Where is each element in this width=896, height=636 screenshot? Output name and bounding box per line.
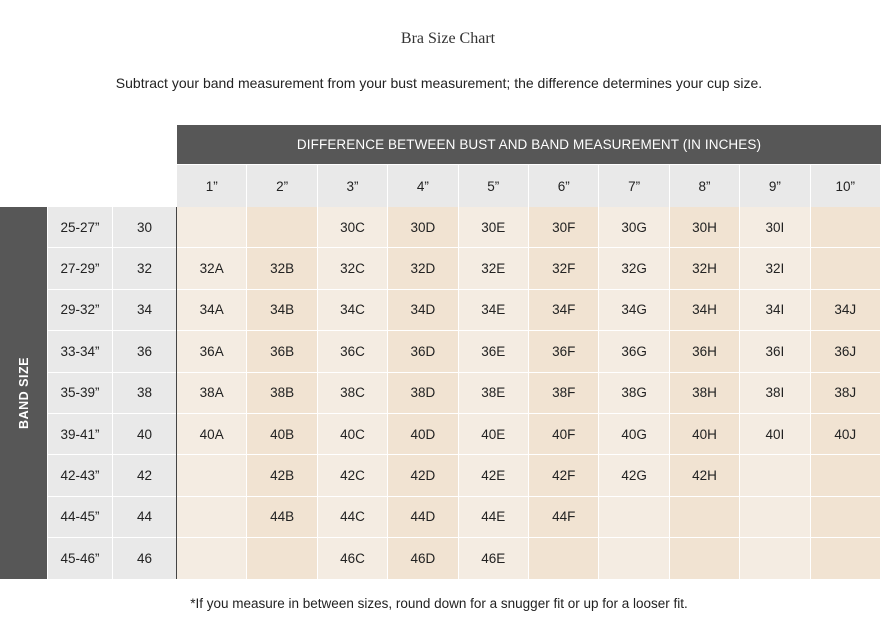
bra-size-cell: 42B [247,455,317,496]
band-number-cell: 36 [113,331,176,372]
band-number-cell: 30 [113,207,176,248]
table-divider [176,207,177,579]
bra-size-cell: 32C [318,248,388,289]
bra-size-cell: 36B [247,331,317,372]
bra-size-cell [599,497,669,538]
bra-size-cell: 46E [459,538,529,579]
bra-size-cell: 34B [247,290,317,331]
difference-column-header: 5” [459,165,529,207]
bra-size-cell: 32B [247,248,317,289]
bra-size-cell: 34H [670,290,740,331]
bra-size-cell: 40A [177,414,247,455]
bra-size-cell: 34J [811,290,881,331]
bra-size-cell [670,497,740,538]
bra-size-cell [740,455,810,496]
bra-size-cell: 32E [459,248,529,289]
difference-column-header: 1” [177,165,247,207]
difference-column-header: 3” [318,165,388,207]
bra-size-cell: 40F [529,414,599,455]
bra-size-cell: 32A [177,248,247,289]
difference-column-header: 2” [247,165,317,207]
bra-size-cell [811,497,881,538]
bra-size-cell [740,497,810,538]
bra-size-cell: 36F [529,331,599,372]
bra-size-cell [740,538,810,579]
bra-size-cell: 40H [670,414,740,455]
bra-size-cell: 34A [177,290,247,331]
bra-size-cell: 34D [388,290,458,331]
chart-subtitle: Subtract your band measurement from your bust measurement; the difference determines your cup size. [115,75,763,91]
bra-size-cell [247,538,317,579]
bra-size-cell: 40G [599,414,669,455]
bra-size-cell [177,207,247,248]
bra-size-cell: 40I [740,414,810,455]
bra-size-cell: 46C [318,538,388,579]
bra-size-cell: 30F [529,207,599,248]
bra-size-cell: 36A [177,331,247,372]
bra-size-cell: 38I [740,373,810,414]
bra-size-cell: 34I [740,290,810,331]
difference-column-header: 6” [529,165,599,207]
band-size-label-panel [0,207,47,579]
bra-size-cell: 44B [247,497,317,538]
bra-size-cell: 38G [599,373,669,414]
bra-size-cell [529,538,599,579]
band-range-cell: 42-43” [48,455,112,496]
bra-size-cell: 36J [811,331,881,372]
bra-size-cell [811,248,881,289]
band-number-cell: 34 [113,290,176,331]
difference-header: DIFFERENCE BETWEEN BUST AND BAND MEASUREMENT (IN INCHES) [177,125,881,164]
bra-size-cell [811,455,881,496]
bra-size-cell: 32F [529,248,599,289]
bra-size-cell: 30I [740,207,810,248]
band-number-cell: 44 [113,497,176,538]
bra-size-cell: 38J [811,373,881,414]
difference-column-header: 4” [388,165,458,207]
bra-size-cell: 40D [388,414,458,455]
bra-size-cell: 38B [247,373,317,414]
bra-size-cell: 44F [529,497,599,538]
bra-size-cell: 34E [459,290,529,331]
bra-size-cell: 44E [459,497,529,538]
bra-size-cell: 44D [388,497,458,538]
bra-size-cell [177,538,247,579]
band-range-cell: 29-32” [48,290,112,331]
difference-column-header: 7” [599,165,669,207]
bra-size-cell: 38H [670,373,740,414]
band-number-cell: 42 [113,455,176,496]
bra-size-cell: 34F [529,290,599,331]
difference-column-header: 8” [670,165,740,207]
bra-size-cell: 42E [459,455,529,496]
bra-size-cell: 36C [318,331,388,372]
bra-size-cell: 42D [388,455,458,496]
bra-size-cell [599,538,669,579]
bra-size-cell: 30D [388,207,458,248]
bra-size-cell [247,207,317,248]
band-number-cell: 32 [113,248,176,289]
bra-size-cell: 40C [318,414,388,455]
bra-size-cell: 32G [599,248,669,289]
band-size-label: BAND SIZE [16,357,31,429]
bra-size-cell: 30E [459,207,529,248]
band-range-cell: 27-29” [48,248,112,289]
footnote: *If you measure in between sizes, round down for a snugger fit or up for a looser fit. [190,596,688,611]
bra-size-cell: 42F [529,455,599,496]
bra-size-cell [177,455,247,496]
bra-size-cell: 40J [811,414,881,455]
bra-size-cell: 40B [247,414,317,455]
band-number-cell: 46 [113,538,176,579]
band-range-cell: 39-41” [48,414,112,455]
bra-size-cell: 42G [599,455,669,496]
bra-size-cell: 34C [318,290,388,331]
bra-size-cell: 36D [388,331,458,372]
bra-size-cell: 38A [177,373,247,414]
bra-size-cell: 30G [599,207,669,248]
band-range-cell: 35-39” [48,373,112,414]
bra-size-cell: 36H [670,331,740,372]
bra-size-cell: 32D [388,248,458,289]
bra-size-cell: 42H [670,455,740,496]
bra-size-cell: 44C [318,497,388,538]
bra-size-cell: 32I [740,248,810,289]
bra-size-cell: 30H [670,207,740,248]
bra-size-cell: 36E [459,331,529,372]
difference-column-header: 10” [811,165,881,207]
bra-size-cell: 38E [459,373,529,414]
band-range-cell: 25-27” [48,207,112,248]
band-range-cell: 45-46” [48,538,112,579]
bra-size-cell: 36I [740,331,810,372]
bra-size-cell: 36G [599,331,669,372]
bra-size-cell: 32H [670,248,740,289]
bra-size-cell: 34G [599,290,669,331]
band-number-cell: 40 [113,414,176,455]
bra-size-cell: 38C [318,373,388,414]
bra-size-cell [177,497,247,538]
band-range-cell: 44-45” [48,497,112,538]
bra-size-cell: 38F [529,373,599,414]
bra-size-cell: 38D [388,373,458,414]
band-number-cell: 38 [113,373,176,414]
bra-size-cell [811,207,881,248]
bra-size-cell [811,538,881,579]
bra-size-cell: 40E [459,414,529,455]
bra-size-cell: 42C [318,455,388,496]
difference-column-header: 9” [740,165,810,207]
bra-size-cell: 46D [388,538,458,579]
chart-title: Bra Size Chart [400,30,496,47]
band-range-cell: 33-34” [48,331,112,372]
bra-size-cell [670,538,740,579]
bra-size-cell: 30C [318,207,388,248]
